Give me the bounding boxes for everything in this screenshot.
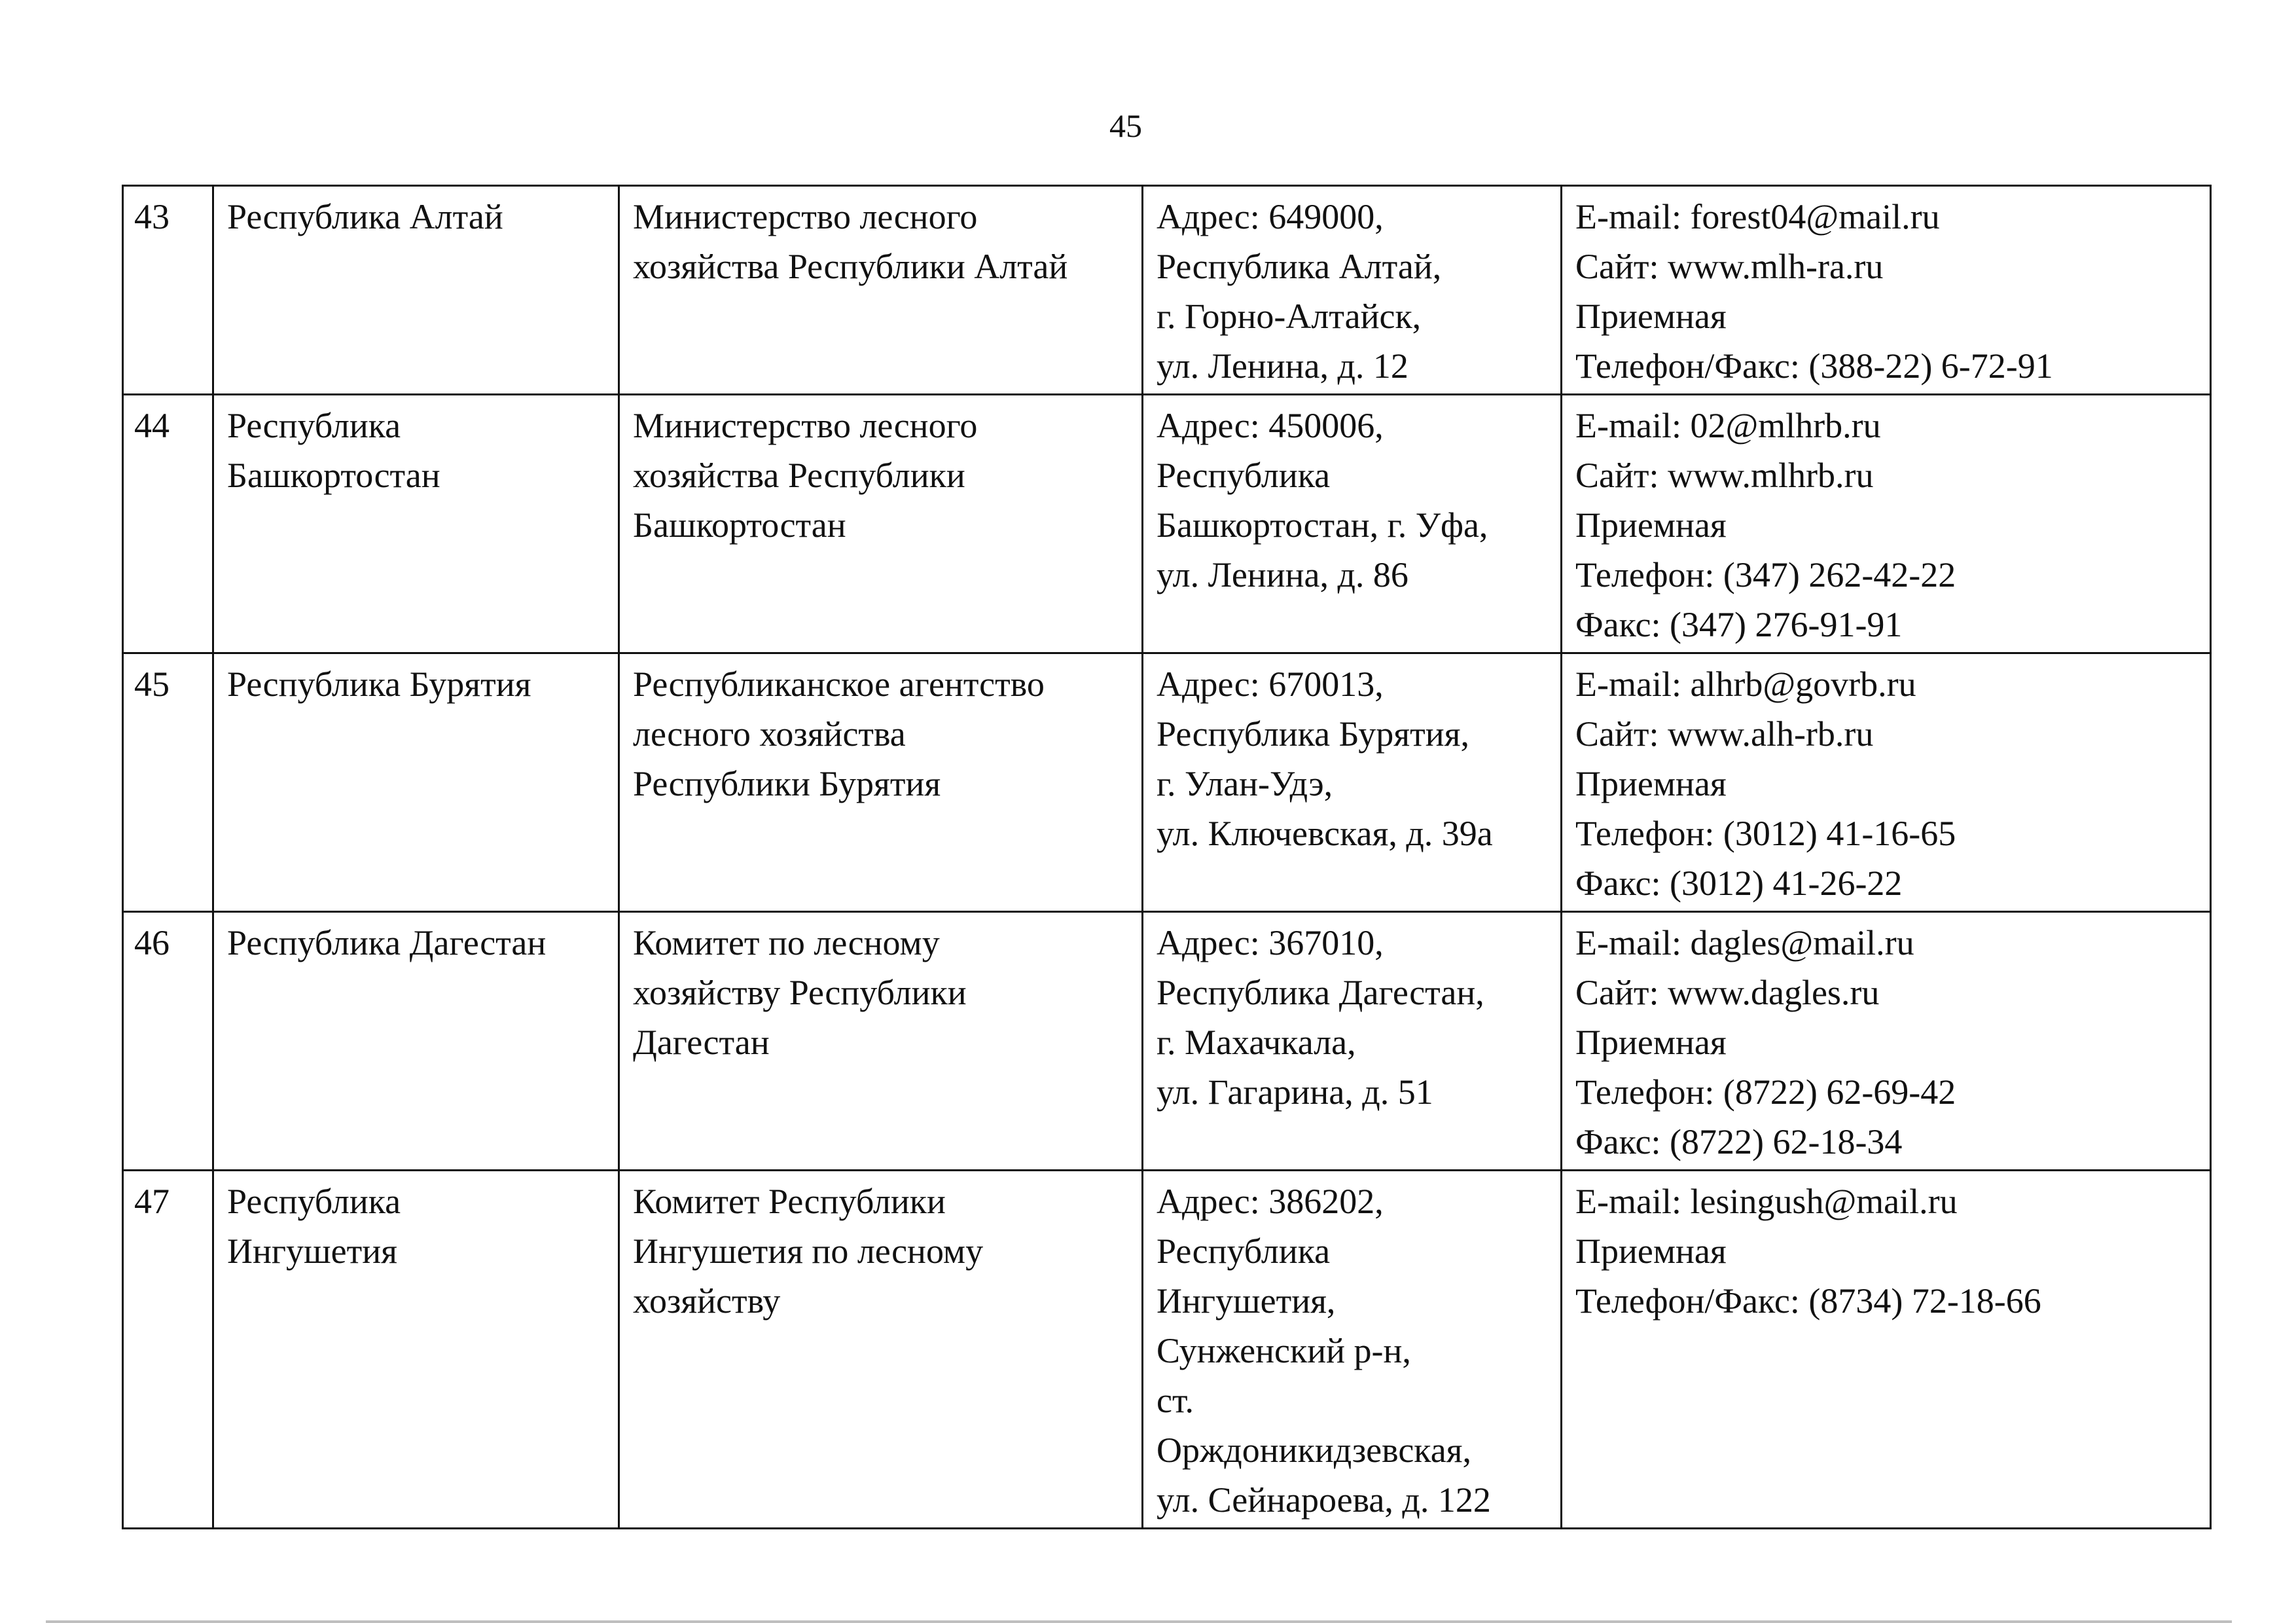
address-line: ул. Сейнароева, д. 122: [1157, 1480, 1491, 1520]
region-line: Ингушетия: [227, 1231, 397, 1271]
organization-line: хозяйству: [633, 1281, 781, 1321]
organization-line: Ингушетия по лесному: [633, 1231, 984, 1271]
organization-cell: [619, 186, 1143, 395]
table-row: [123, 1171, 2211, 1529]
address-line: Адрес: 649000,: [1157, 197, 1384, 236]
contacts-line: Телефон/Факс: (388-22) 6-72-91: [1575, 346, 2053, 386]
address-cell: [1143, 912, 1562, 1171]
address-line: Республика Бурятия,: [1157, 714, 1469, 754]
organization-line: Дагестан: [633, 1023, 770, 1062]
address-line: ул. Ключевская, д. 39а: [1157, 814, 1493, 853]
contacts-line: Телефон: (3012) 41-16-65: [1575, 814, 1956, 853]
organization-line: Республиканское агентство: [633, 665, 1045, 704]
address-line: г. Улан-Удэ,: [1157, 764, 1333, 803]
contacts-cell: [1562, 1171, 2211, 1529]
address-line: Республика Алтай,: [1157, 247, 1442, 286]
contacts-line: Телефон: (8722) 62-69-42: [1575, 1072, 1956, 1112]
contacts-line: Сайт: www.mlh-ra.ru: [1575, 247, 1884, 286]
organization-cell: [619, 395, 1143, 653]
contacts-line: Факс: (347) 276-91-91: [1575, 605, 1903, 644]
contacts-line: E-mail: alhrb@govrb.ru: [1575, 665, 1916, 704]
organization-line: Министерство лесного: [633, 406, 978, 445]
row-number-cell: 46: [123, 912, 213, 1171]
region-line: Республика Алтай: [227, 197, 503, 236]
region-cell: [213, 912, 619, 1171]
address-line: Республика: [1157, 456, 1331, 495]
address-line: Ингушетия,: [1157, 1281, 1336, 1321]
contacts-line: E-mail: forest04@mail.ru: [1575, 197, 1940, 236]
organization-line: Министерство лесного: [633, 197, 978, 236]
address-line: ст.: [1157, 1381, 1194, 1420]
row-number-cell: 47: [123, 1171, 213, 1529]
contacts-line: Сайт: www.mlhrb.ru: [1575, 456, 1874, 495]
region-line: Башкортостан: [227, 456, 440, 495]
row-number-cell: 43: [123, 186, 213, 395]
address-line: ул. Ленина, д. 86: [1157, 555, 1408, 594]
organization-line: лесного хозяйства: [633, 714, 906, 754]
organization-line: Республики Бурятия: [633, 764, 941, 803]
organization-line: хозяйству Республики: [633, 973, 967, 1012]
address-line: Адрес: 450006,: [1157, 406, 1384, 445]
contacts-line: Сайт: www.alh-rb.ru: [1575, 714, 1874, 754]
address-line: г. Горно-Алтайск,: [1157, 297, 1422, 336]
address-cell: [1143, 653, 1562, 912]
region-line: Республика Бурятия: [227, 665, 531, 704]
organization-cell: [619, 1171, 1143, 1529]
organization-line: хозяйства Республики: [633, 456, 965, 495]
contacts-line: Сайт: www.dagles.ru: [1575, 973, 1880, 1012]
contacts-line: Приемная: [1575, 297, 1727, 336]
organization-cell: [619, 912, 1143, 1171]
organization-line: Башкортостан: [633, 505, 846, 545]
contacts-line: Факс: (8722) 62-18-34: [1575, 1122, 1903, 1161]
contacts-line: Приемная: [1575, 1231, 1727, 1271]
contacts-cell: [1562, 395, 2211, 653]
address-cell: [1143, 395, 1562, 653]
organization-line: Комитет по лесному: [633, 923, 940, 962]
address-line: Адрес: 670013,: [1157, 665, 1384, 704]
contacts-line: Приемная: [1575, 505, 1727, 545]
address-line: ул. Гагарина, д. 51: [1157, 1072, 1433, 1112]
organization-line: Комитет Республики: [633, 1182, 946, 1221]
contacts-line: Приемная: [1575, 1023, 1727, 1062]
page-bottom-rule: [46, 1620, 2232, 1623]
table-row: [123, 912, 2211, 1171]
organization-line: хозяйства Республики Алтай: [633, 247, 1068, 286]
address-line: Сунженский р-н,: [1157, 1331, 1411, 1370]
contacts-cell: [1562, 912, 2211, 1171]
region-line: Республика: [227, 1182, 401, 1221]
address-line: Орждоникидзевская,: [1157, 1431, 1472, 1470]
table-row: [123, 186, 2211, 395]
address-line: ул. Ленина, д. 12: [1157, 346, 1408, 386]
organization-cell: [619, 653, 1143, 912]
row-number-cell: 45: [123, 653, 213, 912]
contacts-cell: [1562, 653, 2211, 912]
address-line: Башкортостан, г. Уфа,: [1157, 505, 1488, 545]
address-line: г. Махачкала,: [1157, 1023, 1356, 1062]
contacts-cell: [1562, 186, 2211, 395]
page-number: 45: [1109, 107, 1142, 144]
address-line: Адрес: 386202,: [1157, 1182, 1384, 1221]
contacts-line: E-mail: 02@mlhrb.ru: [1575, 406, 1881, 445]
region-cell: [213, 186, 619, 395]
table-body: [123, 186, 2211, 1529]
region-line: Республика: [227, 406, 401, 445]
table-row: [123, 395, 2211, 653]
contacts-line: Приемная: [1575, 764, 1727, 803]
address-line: Адрес: 367010,: [1157, 923, 1384, 962]
region-line: Республика Дагестан: [227, 923, 547, 962]
address-line: Республика: [1157, 1231, 1331, 1271]
contacts-line: Телефон/Факс: (8734) 72-18-66: [1575, 1281, 2041, 1321]
address-line: Республика Дагестан,: [1157, 973, 1484, 1012]
contacts-line: E-mail: dagles@mail.ru: [1575, 923, 1914, 962]
address-cell: [1143, 186, 1562, 395]
contacts-line: E-mail: lesingush@mail.ru: [1575, 1182, 1958, 1221]
address-cell: [1143, 1171, 1562, 1529]
region-cell: [213, 1171, 619, 1529]
forestry-contacts-table: [122, 185, 2212, 1529]
region-cell: [213, 653, 619, 912]
region-cell: [213, 395, 619, 653]
contacts-line: Телефон: (347) 262-42-22: [1575, 555, 1956, 594]
row-number-cell: 44: [123, 395, 213, 653]
contacts-line: Факс: (3012) 41-26-22: [1575, 864, 1903, 903]
table-row: [123, 653, 2211, 912]
